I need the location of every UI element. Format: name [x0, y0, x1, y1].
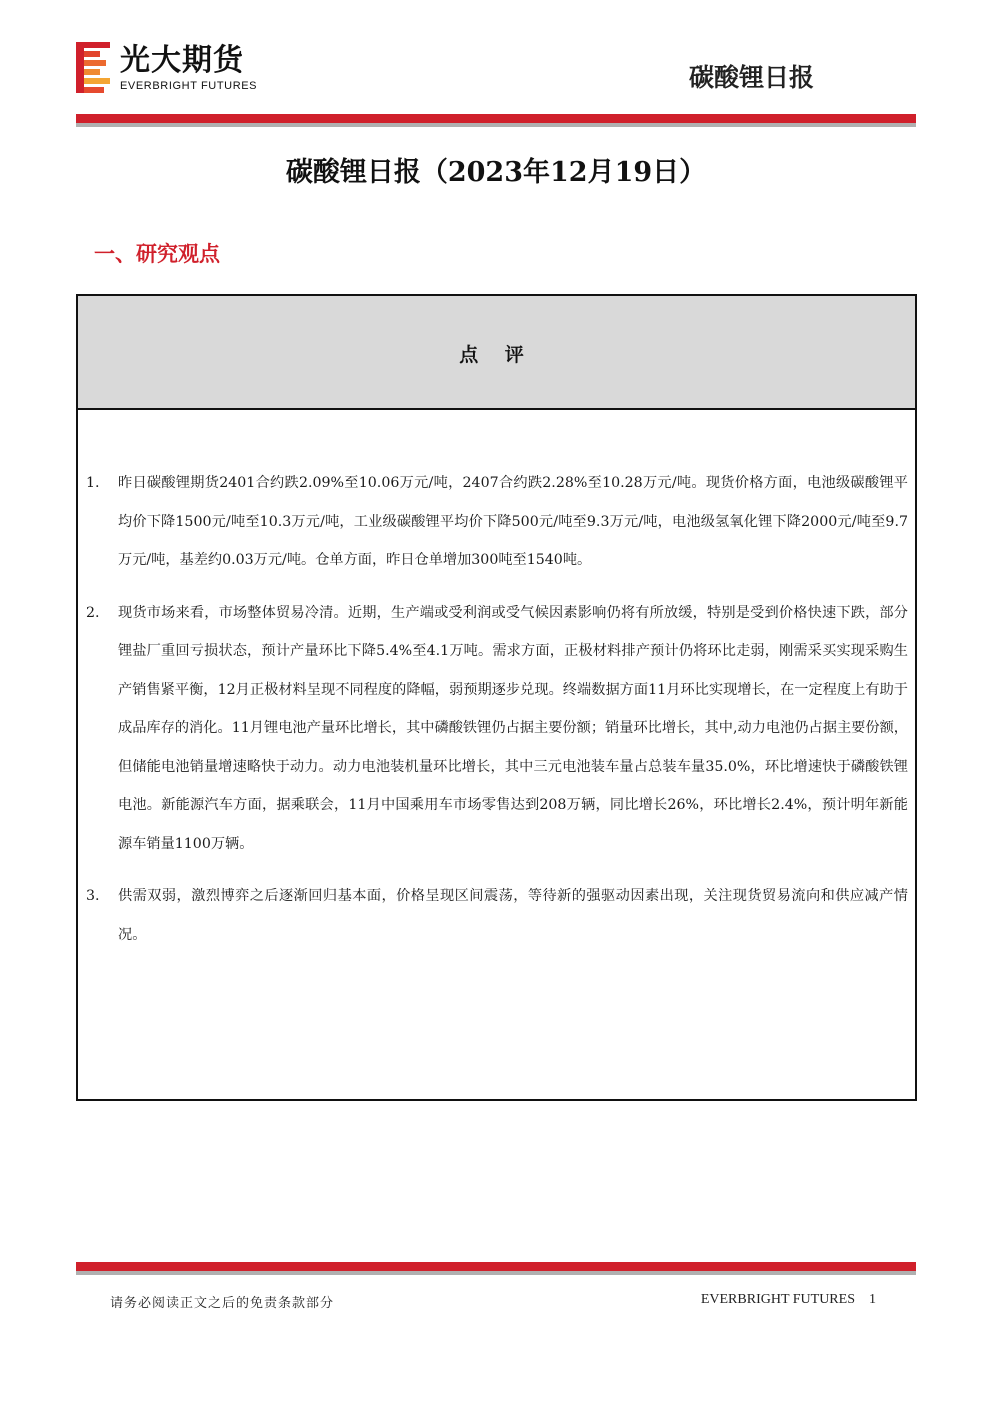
header-divider — [76, 114, 916, 128]
list-item-text: 昨日碳酸锂期货2401合约跌2.09%至10.06万元/吨，2407合约跌2.28%至10.28万元/吨。现货价格方面，电池级碳酸锂平均价下降1500元/吨至10.3万元/吨，工业级碳酸锂平均价下降500元/吨至9.3万元/吨，电池级氢氧化锂下降2000元/吨至9.7万元/吨，基差约0.03万元/吨。仓单方面，昨日仓单增加300吨至1540吨。 — [118, 475, 908, 568]
list-item — [86, 877, 908, 954]
list-item — [86, 594, 908, 864]
logo-text-en: EVERBRIGHT FUTURES — [120, 80, 258, 92]
company-logo — [76, 42, 286, 98]
list-item-number: 3. — [86, 888, 100, 904]
comment-table — [76, 294, 917, 1101]
comment-list — [86, 464, 908, 968]
comment-label: 点 评 — [459, 344, 534, 366]
page-number: 1 — [869, 1292, 876, 1307]
list-item-text: 现货市场来看，市场整体贸易冷清。近期，生产端或受利润或受气候因素影响仍将有所放缓，特别是受到价格快速下跌，部分锂盐厂重回亏损状态，预计产量环比下降5.4%至4.1万吨。需求方面，正极材料排产预计仍将环比走弱，刚需采买实现采购生产销售紧平衡，12月正极材料呈现不同程度的降幅，弱预期逐步兑现。终端数据方面11月环比实现增长，在一定程度上有助于成品库存的消化。11月锂电池产量环比增长，其中磷酸铁锂仍占据主要份额；销量环比增长，其中,动力电池仍占据主要份额，但储能电池销量增速略快于动力。动力电池装机量环比增长，其中三元电池装车量占总装车量35.0%，环比增速快于磷酸铁锂电池。新能源汽车方面，据乘联会，11月中国乘用车市场零售达到208万辆，同比增长26%，环比增长2.4%，预计明年新能源车销量1100万辆。 — [118, 604, 908, 852]
footer-disclaimer: 请务必阅读正文之后的免责条款部分 — [110, 1296, 335, 1311]
list-item-text: 供需双弱，激烈博弈之后逐渐回归基本面，价格呈现区间震荡，等待新的强驱动因素出现，关注现货贸易流向和供应减产情况。 — [118, 888, 908, 943]
list-item-number: 1. — [86, 475, 100, 491]
footer-brand: EVERBRIGHT FUTURES — [700, 1292, 855, 1307]
comment-table-header — [78, 296, 915, 410]
list-item-number: 2. — [86, 604, 100, 621]
footer-divider — [76, 1262, 916, 1276]
footer-brand-block — [701, 1292, 876, 1308]
document-title: 碳酸锂日报（2023年12月19日） — [285, 157, 707, 188]
everbright-logo-icon — [76, 42, 112, 96]
header-report-name: 碳酸锂日报 — [688, 63, 814, 92]
list-item — [86, 464, 908, 580]
section-heading: 一、研究观点 — [94, 242, 220, 266]
logo-text-cn: 光大期货 — [120, 43, 244, 78]
